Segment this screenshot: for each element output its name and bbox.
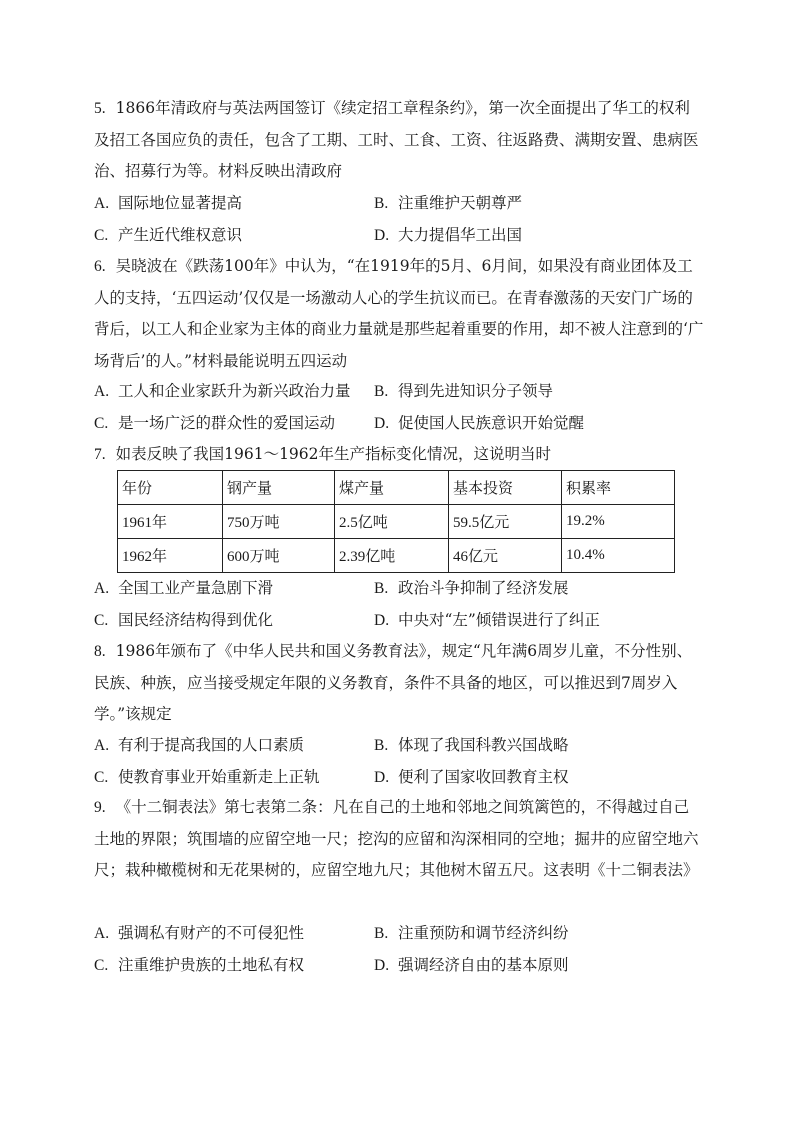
table-header-cell: 钢产量 xyxy=(223,471,335,505)
table-row xyxy=(118,539,675,573)
table-cell: 46亿元 xyxy=(449,539,562,573)
table-cell: 600万吨 xyxy=(223,539,335,573)
option-a[interactable]: A. 强调私有财产的不可侵犯性 xyxy=(94,924,305,942)
option-a[interactable]: A. 工人和企业家跃升为新兴政治力量 xyxy=(94,382,351,400)
question-stem: 《十二铜表法》第七表第二条：凡在自己的土地和邻地之间筑篱笆的，不得越过自己土地的界限；筑围墙的应留空地一尺；挖沟的应留和沟深相同的空地；掘井的应留空地六尺；栽种橄榄树和无花果树的，应留空地九尺；其他树木留五尺。这表明《十二铜表法》 xyxy=(94,798,699,879)
question-6-options xyxy=(94,376,704,439)
question-5 xyxy=(94,93,704,188)
table-cell: 10.4% xyxy=(562,539,675,573)
option-c[interactable]: C. 注重维护贵族的土地私有权 xyxy=(94,955,305,974)
option-b[interactable]: B. 政治斗争抑制了经济发展 xyxy=(374,579,569,597)
option-d[interactable]: D. 大力提倡华工出国 xyxy=(374,225,523,244)
table-cell: 19.2% xyxy=(562,505,675,539)
option-d[interactable]: D. 中央对“左”倾错误进行了纠正 xyxy=(374,610,600,629)
question-stem: 吴晓波在《跌荡100年》中认为，“在1919年的5月、6月间，如果没有商业团体及工人的支持，‘五四运动’仅仅是一场激动人心的学生抗议而已。在青春激荡的天安门广场的背后，以工人和企业家为主体的商业力量就是那些起着重要的作用，却不被人注意到的‘广场背后’的人。”材料最能说明五四运动 xyxy=(94,257,704,370)
question-6 xyxy=(94,251,704,377)
option-c[interactable]: C. 使教育事业开始重新走上正轨 xyxy=(94,767,320,786)
option-d[interactable]: D. 强调经济自由的基本原则 xyxy=(374,955,569,974)
table-cell: 1962年 xyxy=(118,539,223,573)
question-stem: 如表反映了我国1961～1962年生产指标变化情况，这说明当时 xyxy=(115,445,552,463)
table-cell: 59.5亿元 xyxy=(449,505,562,539)
option-a[interactable]: A. 国际地位显著提高 xyxy=(94,194,243,212)
question-number: 9. xyxy=(94,799,106,816)
question-number: 7. xyxy=(94,446,106,463)
question-number: 8. xyxy=(94,643,106,660)
question-number: 5. xyxy=(94,100,106,117)
option-b[interactable]: B. 注重预防和调节经济纠纷 xyxy=(374,924,569,942)
question-8 xyxy=(94,636,704,731)
question-stem: 1986年颁布了《中华人民共和国义务教育法》，规定“凡年满6周岁儿童，不分性别、民族、种族，应当接受规定年限的义务教育，条件不具备的地区，可以推迟到7周岁入学。”该规定 xyxy=(94,642,693,723)
option-d[interactable]: D. 便利了国家收回教育主权 xyxy=(374,767,569,786)
question-9-options xyxy=(94,918,704,981)
option-b[interactable]: B. 体现了我国科教兴国战略 xyxy=(374,736,569,754)
table-header-cell: 积累率 xyxy=(562,471,675,505)
table-header-cell: 基本投资 xyxy=(449,471,562,505)
option-d[interactable]: D. 促使国人民族意识开始觉醒 xyxy=(374,413,585,432)
question-9 xyxy=(94,792,704,887)
table-cell: 2.39亿吨 xyxy=(335,539,449,573)
option-a[interactable]: A. 有利于提高我国的人口素质 xyxy=(94,736,305,754)
question-8-options xyxy=(94,730,704,793)
question-7 xyxy=(94,439,704,471)
table-header-row xyxy=(118,471,675,505)
option-b[interactable]: B. 得到先进知识分子领导 xyxy=(374,382,554,400)
table-header-cell: 煤产量 xyxy=(335,471,449,505)
option-c[interactable]: C. 国民经济结构得到优化 xyxy=(94,610,274,629)
table-cell: 2.5亿吨 xyxy=(335,505,449,539)
question-5-options xyxy=(94,188,704,251)
option-c[interactable]: C. 产生近代维权意识 xyxy=(94,225,243,244)
option-c[interactable]: C. 是一场广泛的群众性的爱国运动 xyxy=(94,413,336,432)
question-7-options xyxy=(94,573,704,636)
question-stem: 1866年清政府与英法两国签订《续定招工章程条约》，第一次全面提出了华工的权利及招工各国应负的责任，包含了工期、工时、工食、工资、往返路费、满期安置、患病医治、招募行为等。材料反映出清政府 xyxy=(94,99,699,180)
table-cell: 750万吨 xyxy=(223,505,335,539)
table-cell: 1961年 xyxy=(118,505,223,539)
table-row xyxy=(118,505,675,539)
question-number: 6. xyxy=(94,258,106,275)
option-a[interactable]: A. 全国工业产量急剧下滑 xyxy=(94,579,274,597)
option-b[interactable]: B. 注重维护天朝尊严 xyxy=(374,194,523,212)
table-header-cell: 年份 xyxy=(118,471,223,505)
production-table xyxy=(117,470,675,573)
